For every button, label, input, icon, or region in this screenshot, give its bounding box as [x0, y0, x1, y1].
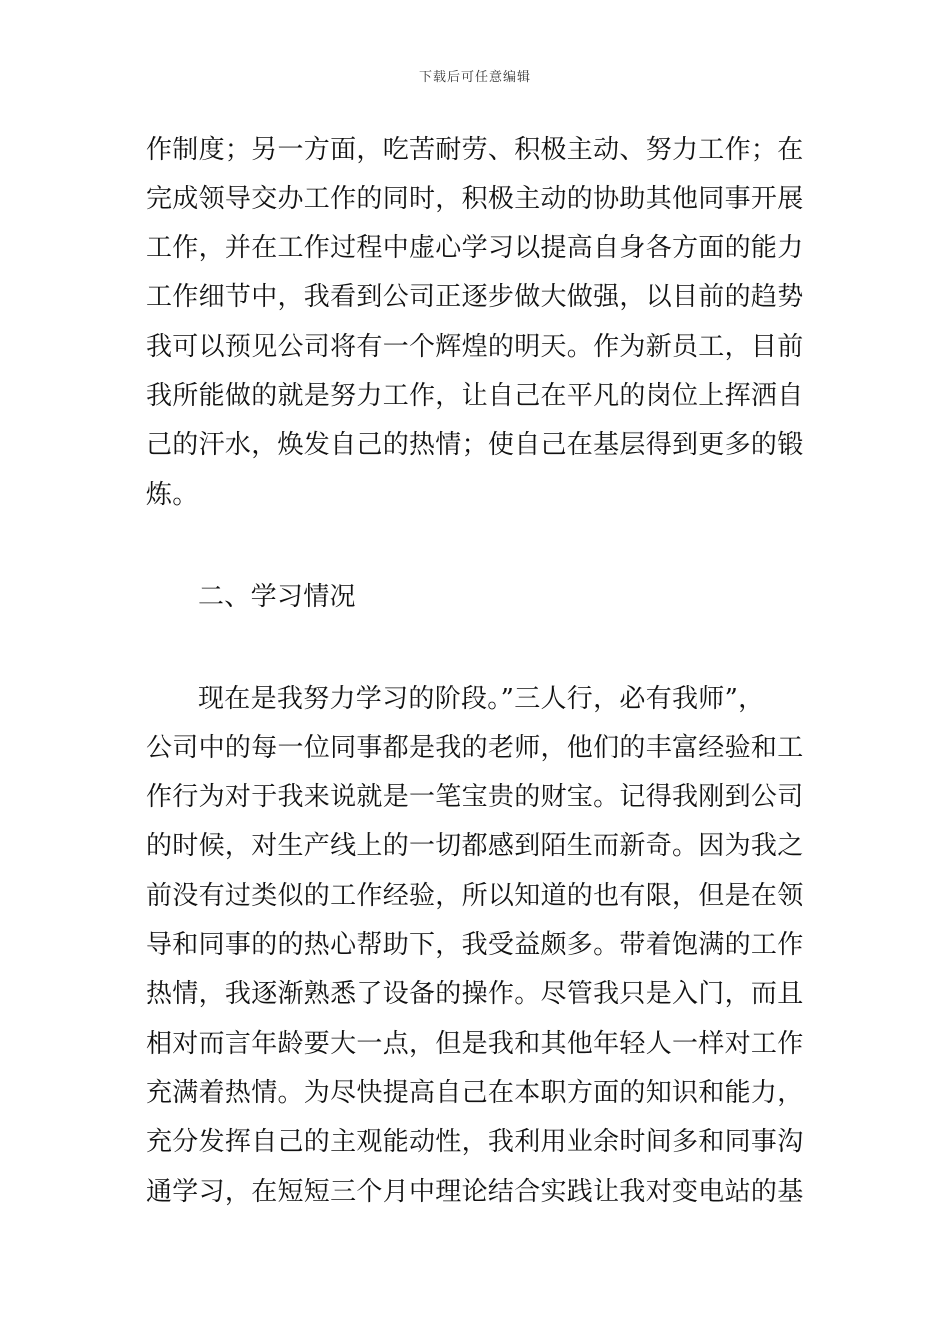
paragraph-line: 通学习，在短短三个月中理论结合实践让我对变电站的基: [146, 1177, 804, 1207]
paragraph-line: 充满着热情。为尽快提高自己在本职方面的知识和能力，: [146, 1078, 804, 1108]
paragraph-line: 导和同事的的热心帮助下，我受益颇多。带着饱满的工作: [146, 930, 804, 960]
paragraph-line: 前没有过类似的工作经验，所以知道的也有限，但是在领: [146, 881, 804, 911]
paragraph-line: 工作细节中，我看到公司正逐步做大做强，以目前的趋势: [146, 282, 804, 312]
header-note: 下载后可任意编辑: [418, 70, 531, 85]
paragraph-line: 工作，并在工作过程中虚心学习以提高自身各方面的能力: [146, 233, 804, 263]
paragraph-line: 我可以预见公司将有一个辉煌的明天。作为新员工，目前: [146, 332, 804, 362]
section-heading: 二、学习情况: [198, 582, 356, 612]
paragraph-line: 现在是我努力学习的阶段。”三人行，必有我师”，: [198, 684, 765, 714]
paragraph-line: 作制度；另一方面，吃苦耐劳、积极主动、努力工作；在: [146, 135, 804, 165]
paragraph-line: 我所能做的就是努力工作，让自己在平凡的岗位上挥洒自: [146, 381, 804, 411]
paragraph-line: 充分发挥自己的主观能动性，我利用业余时间多和同事沟: [146, 1127, 804, 1157]
paragraph-line: 作行为对于我来说就是一笔宝贵的财宝。记得我刚到公司: [146, 782, 804, 812]
paragraph-line: 相对而言年龄要大一点，但是我和其他年轻人一样对工作: [146, 1029, 804, 1059]
paragraph-line: 己的汗水，焕发自己的热情；使自己在基层得到更多的锻: [146, 430, 804, 460]
paragraph-line: 完成领导交办工作的同时，积极主动的协助其他同事开展: [146, 184, 804, 214]
paragraph-line: 热情，我逐渐熟悉了设备的操作。尽管我只是入门，而且: [146, 979, 804, 1009]
paragraph-line: 炼。: [146, 480, 199, 510]
paragraph-line: 的时候，对生产线上的一切都感到陌生而新奇。因为我之: [146, 831, 804, 861]
paragraph-line: 公司中的每一位同事都是我的老师，他们的丰富经验和工: [146, 733, 804, 763]
